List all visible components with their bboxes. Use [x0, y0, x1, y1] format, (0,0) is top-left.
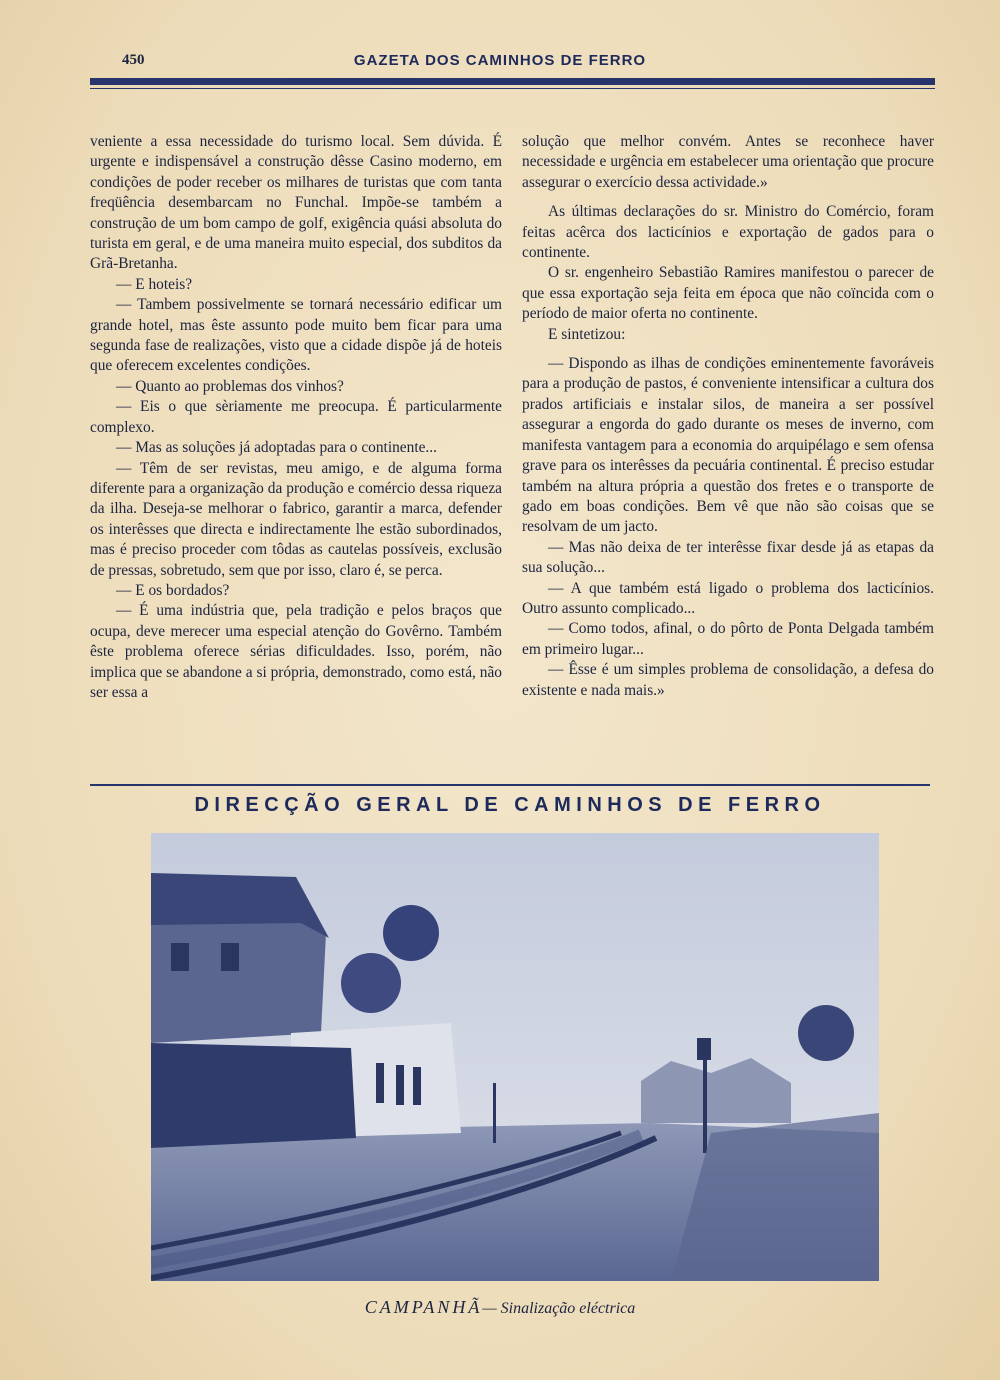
paragraph-gap [522, 193, 934, 202]
hedge [151, 1043, 356, 1148]
signal-post-small [493, 1083, 496, 1143]
railway-photo-illustration [151, 833, 879, 1281]
paragraph: — Dispondo as ilhas de condições eminentemente favoráveis para a produção de pastos, é conveniente intensificar a cultura dos prados artificiais e instalar silos, de maneira a ser possível assegurar a engorda do gado durante os meses de inverno, com manifesta vantagem para a economia do arquipélago e sem ofensa grave para os interêsses da pecuária continental. É preciso estudar também na altura própria a questão dos fretes e o transporte de gado em boas condições. Bem vê que não são coisas que se resolvam de um jacto. [522, 355, 934, 536]
paragraph: veniente a essa necessidade do turismo local. Sem dúvida. É urgente e indispensável a construção dêsse Casino moderno, em condições de poder receber os milhares de turistas que com tanta freqüência desembarcam no Funchal. Impõe-se também a construção de um bom campo de golf, exigência quási absoluta do turista em geral, e de uma maneira muito especial, dos subditos da Grã-Bretanha. [90, 133, 502, 273]
paragraph: — E os bordados? [116, 581, 230, 599]
paragraph: — E hoteis? [116, 275, 193, 293]
paragraph: — A que também está ligado o problema dos lacticínios. Outro assunto complicado... [522, 579, 934, 617]
house-window [171, 943, 189, 971]
paragraph: — É uma indústria que, pela tradição e pelos braços que ocupa, deve merecer uma especial atenção do Govêrno. Também êste problema oferece sérias dificuldades. Isso, porém, não implica que se abandone a si própria, demonstrado, como está, não ser essa a [90, 602, 502, 701]
tree [341, 953, 401, 1013]
signal-head [697, 1038, 711, 1060]
building-window [413, 1067, 421, 1105]
paragraph: As últimas declarações do sr. Ministro do Comércio, foram feitas acêrca dos lacticínios e exportação de gados para o continente. [522, 203, 934, 262]
paragraph: — Mas não deixa de ter interêsse fixar desde já as etapas da sua solução... [522, 538, 934, 577]
building-window [376, 1063, 384, 1103]
photo-caption [0, 1297, 1000, 1318]
building-window [396, 1065, 404, 1105]
paragraph: — Como todos, afinal, o do pôrto de Ponta Delgada também em primeiro lugar... [522, 620, 934, 658]
article-column-left [90, 132, 502, 703]
header-rule-thin [90, 88, 935, 89]
paragraph: E sintetizou: [548, 325, 626, 343]
running-title: GAZETA DOS CAMINHOS DE FERRO [353, 52, 647, 69]
paragraph: — Têm de ser revistas, meu amigo, e de alguma forma diferente para a organização da produção e comércio dessa riqueza da ilha. Deseja-se melhorar o fabrico, garantir a marca, defender os interêsses que directa e indirectamente lhe estão subordinados, mas é preciso proceder com tôdas as cautelas possíveis, exclusão de pressas, sobretudo, sem que por isso, claro é, se perca. [90, 459, 502, 579]
page-number: 450 [122, 52, 145, 68]
railway-photo [151, 833, 879, 1281]
caption-place: CAMPANHÃ [364, 1297, 483, 1317]
paragraph: solução que melhor convém. Antes se reconhece haver necessidade e urgência em estabelecer uma orientação que procure assegurar o exercício dessa actividade.» [522, 133, 934, 191]
house-window [221, 943, 239, 971]
paragraph: — Êsse é um simples problema de consolidação, a defesa do existente e nada mais.» [522, 661, 934, 699]
article-column-right [522, 132, 934, 701]
paragraph-gap [522, 345, 934, 354]
tree [383, 905, 439, 961]
paragraph: — Tambem possivelmente se tornará necessário edificar um grande hotel, mas êste assunto pode muito bem ficar para uma segunda fase de realizações, visto que a cidade dispõe já de hoteis que oferecem excelentes condições. [90, 296, 502, 375]
paragraph: O sr. engenheiro Sebastião Ramires manifestou o parecer de que essa exportação seja feita em época que não coïncida com o período de maior oferta no continente. [522, 264, 934, 323]
header-rule-thick [90, 78, 935, 85]
section-title: DIRECÇÃO GERAL DE CAMINHOS DE FERRO [194, 794, 826, 816]
paragraph: — Mas as soluções já adoptadas para o continente... [116, 439, 437, 457]
paragraph: — Quanto ao problemas dos vinhos? [116, 377, 344, 395]
section-rule [90, 784, 930, 786]
caption-description: — Sinalização eléctrica [482, 1300, 636, 1317]
tree [798, 1005, 854, 1061]
paragraph: — Eis o que sèriamente me preocupa. É particularmente complexo. [90, 398, 502, 436]
